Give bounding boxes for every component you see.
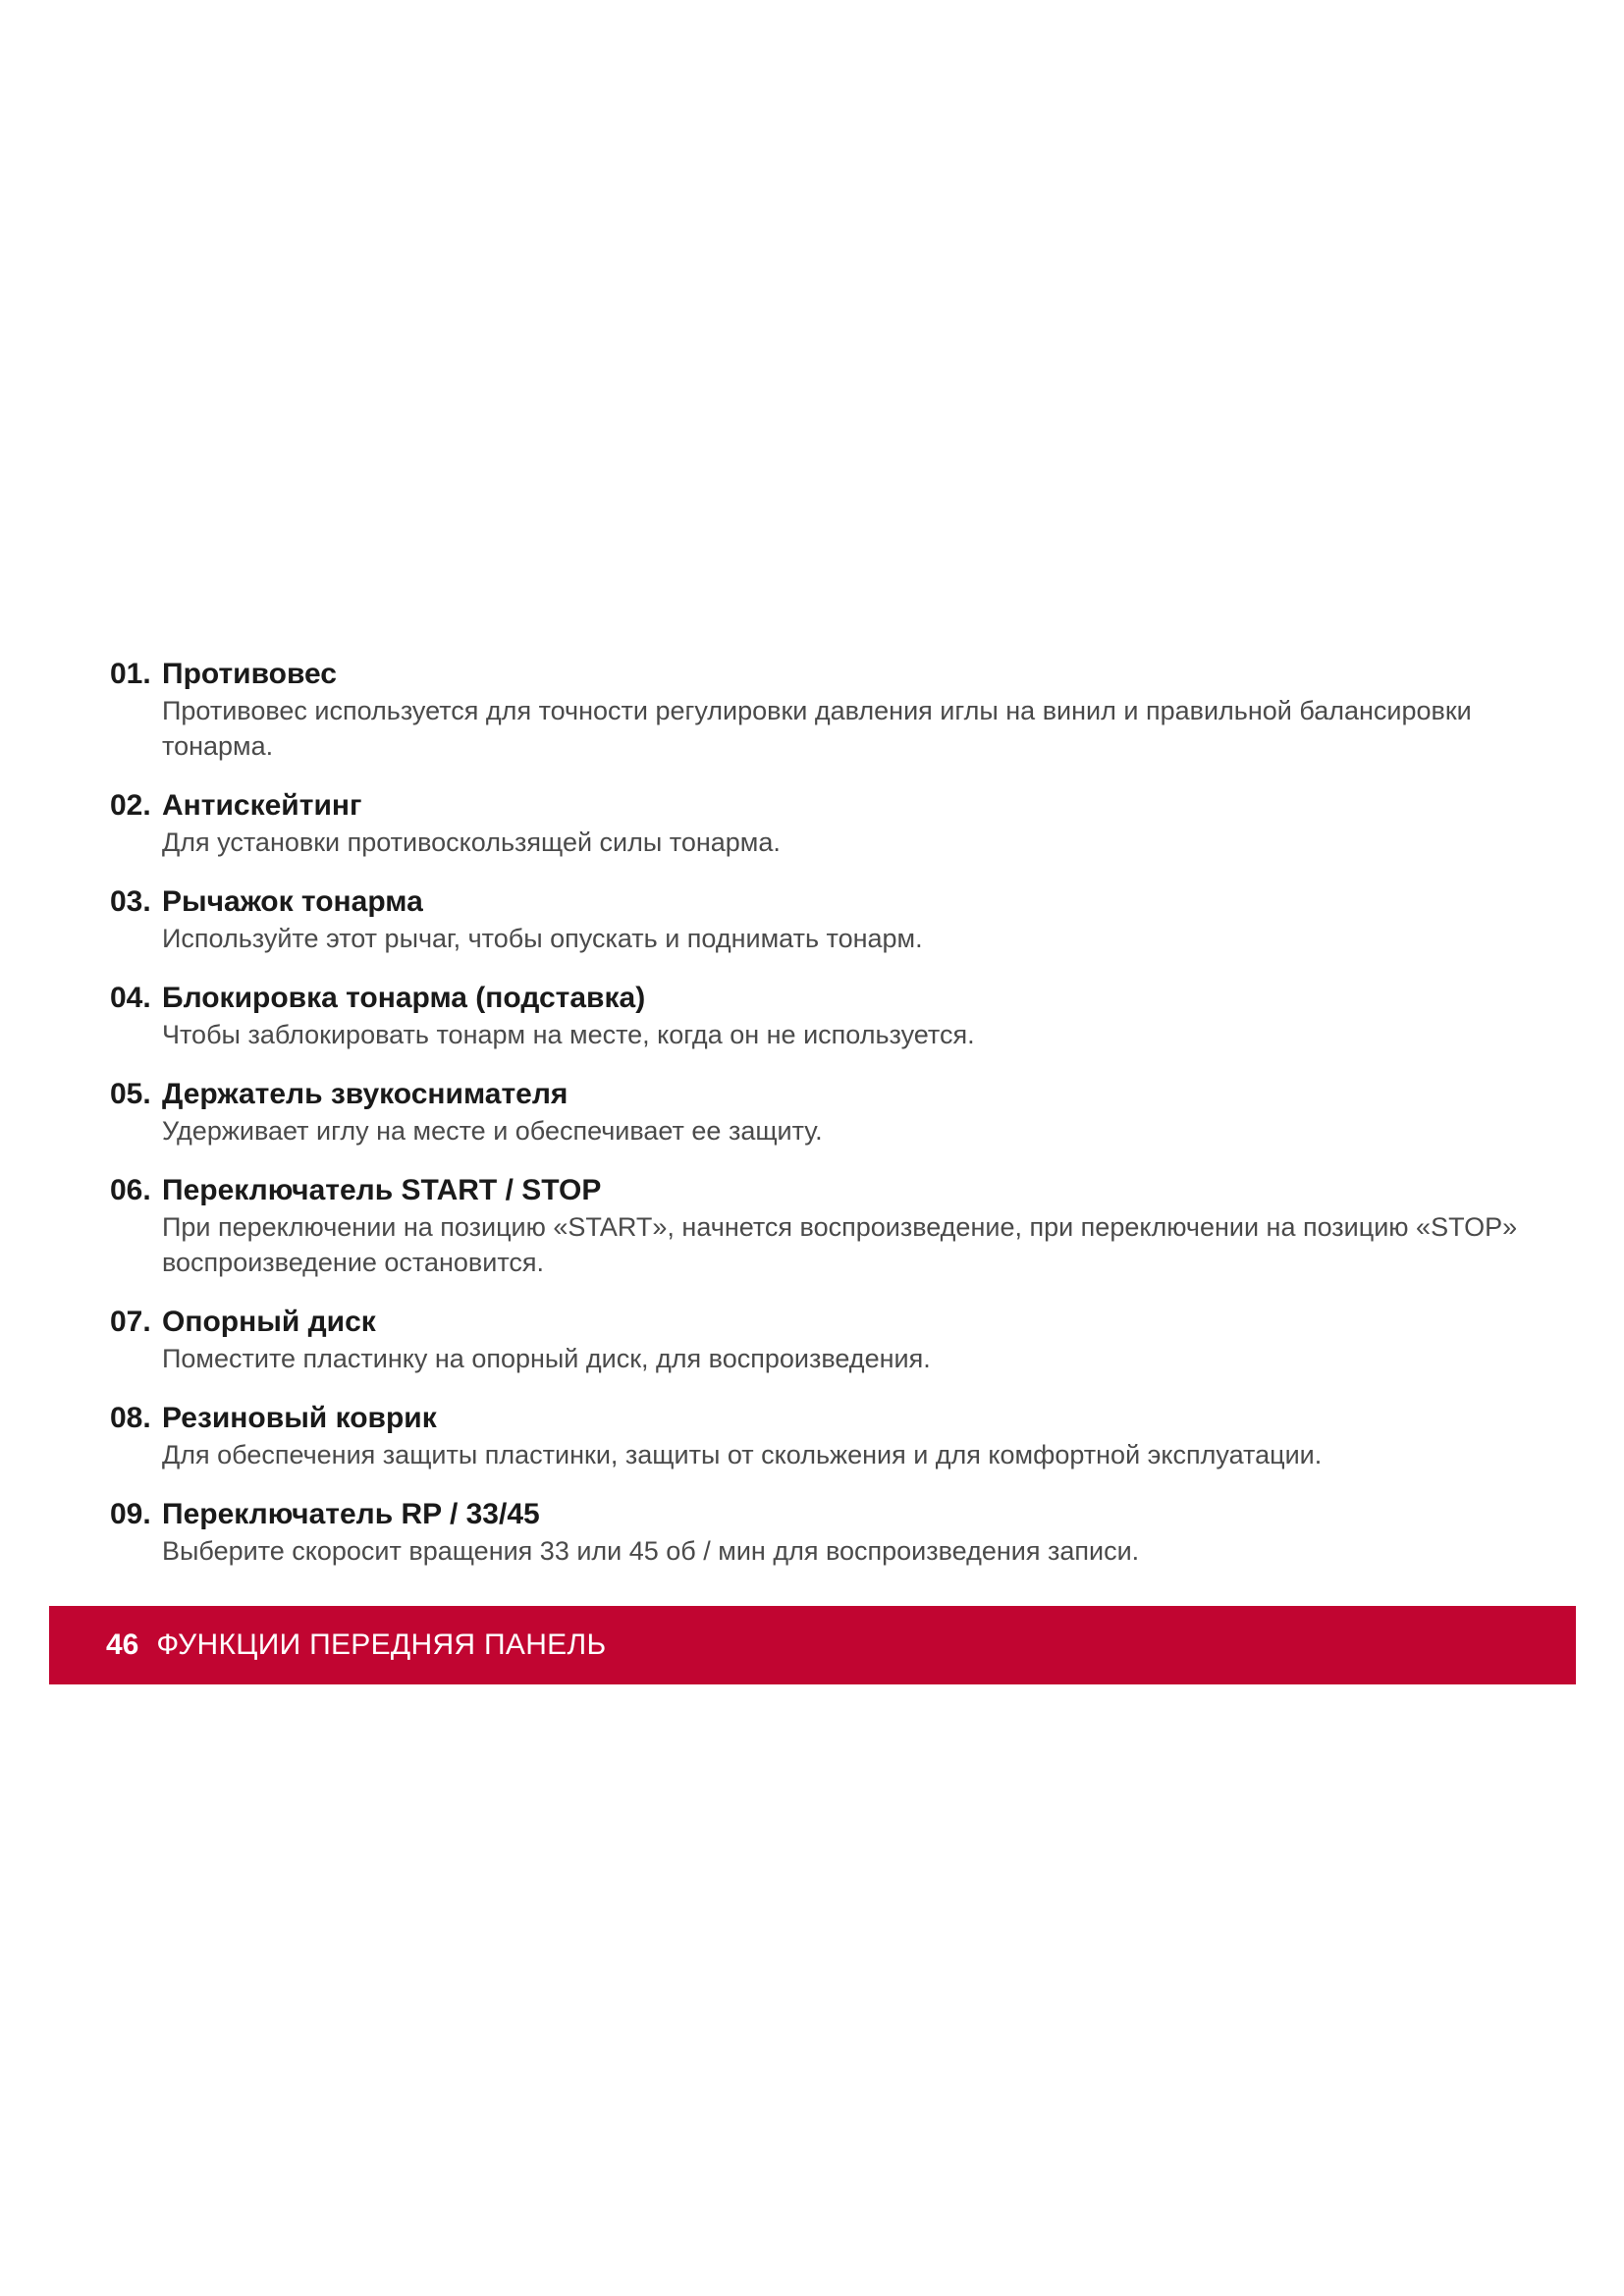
list-item	[110, 1172, 1524, 1280]
item-description: Для обеспечения защиты пластинки, защиты от скольжения и для комфортной эксплуатации.	[162, 1440, 1323, 1469]
item-heading	[110, 1304, 1524, 1341]
item-description: При переключении на позицию «START», начнется воспроизведение, при переключении на позицию «STOP» воспроизведение остановится.	[162, 1212, 1518, 1277]
item-title: Блокировка тонарма (подставка)	[162, 982, 646, 1014]
item-title: Опорный диск	[162, 1306, 376, 1338]
item-title: Антискейтинг	[162, 789, 362, 822]
item-heading	[110, 883, 1524, 921]
list-item	[110, 883, 1524, 956]
item-number: 05.	[110, 1078, 151, 1110]
item-heading	[110, 980, 1524, 1017]
item-description: Чтобы заблокировать тонарм на месте, когда он не используется.	[162, 1020, 975, 1049]
list-item	[110, 1304, 1524, 1376]
list-item	[110, 1400, 1524, 1472]
item-number: 04.	[110, 982, 151, 1014]
item-heading	[110, 656, 1524, 693]
item-title: Рычажок тонарма	[162, 885, 423, 918]
item-heading	[110, 1076, 1524, 1113]
item-title: Переключатель RP / 33/45	[162, 1498, 540, 1530]
item-description: Противовес используется для точности регулировки давления иглы на винил и правильной балансировки тонарма.	[162, 696, 1472, 761]
item-number: 03.	[110, 885, 151, 918]
list-item	[110, 1076, 1524, 1148]
item-description: Удерживает иглу на месте и обеспечивает ее защиту.	[162, 1116, 823, 1146]
item-number: 01.	[110, 658, 151, 690]
page-number: 46	[106, 1629, 139, 1661]
list-item	[110, 656, 1524, 764]
footer-bar	[49, 1606, 1576, 1684]
item-description: Для установки противоскользящей силы тонарма.	[162, 828, 781, 857]
item-description: Используйте этот рычаг, чтобы опускать и поднимать тонарм.	[162, 924, 923, 953]
item-description: Поместите пластинку на опорный диск, для воспроизведения.	[162, 1344, 931, 1373]
item-title: Держатель звукоснимателя	[162, 1078, 568, 1110]
section-title: ФУНКЦИИ ПЕРЕДНЯЯ ПАНЕЛЬ	[156, 1629, 607, 1661]
item-title: Резиновый коврик	[162, 1402, 437, 1434]
item-number: 02.	[110, 789, 151, 822]
item-heading	[110, 1172, 1524, 1209]
list-item	[110, 1496, 1524, 1569]
item-title: Противовес	[162, 658, 337, 690]
list-item	[110, 787, 1524, 860]
item-title: Переключатель START / STOP	[162, 1174, 602, 1206]
item-heading	[110, 1496, 1524, 1533]
item-heading	[110, 1400, 1524, 1437]
item-number: 09.	[110, 1498, 151, 1530]
item-number: 07.	[110, 1306, 151, 1338]
item-heading	[110, 787, 1524, 825]
item-number: 06.	[110, 1174, 151, 1206]
list-item	[110, 980, 1524, 1052]
feature-list	[110, 656, 1524, 1592]
item-number: 08.	[110, 1402, 151, 1434]
item-description: Выберите скоросит вращения 33 или 45 об / мин для воспроизведения записи.	[162, 1536, 1140, 1566]
